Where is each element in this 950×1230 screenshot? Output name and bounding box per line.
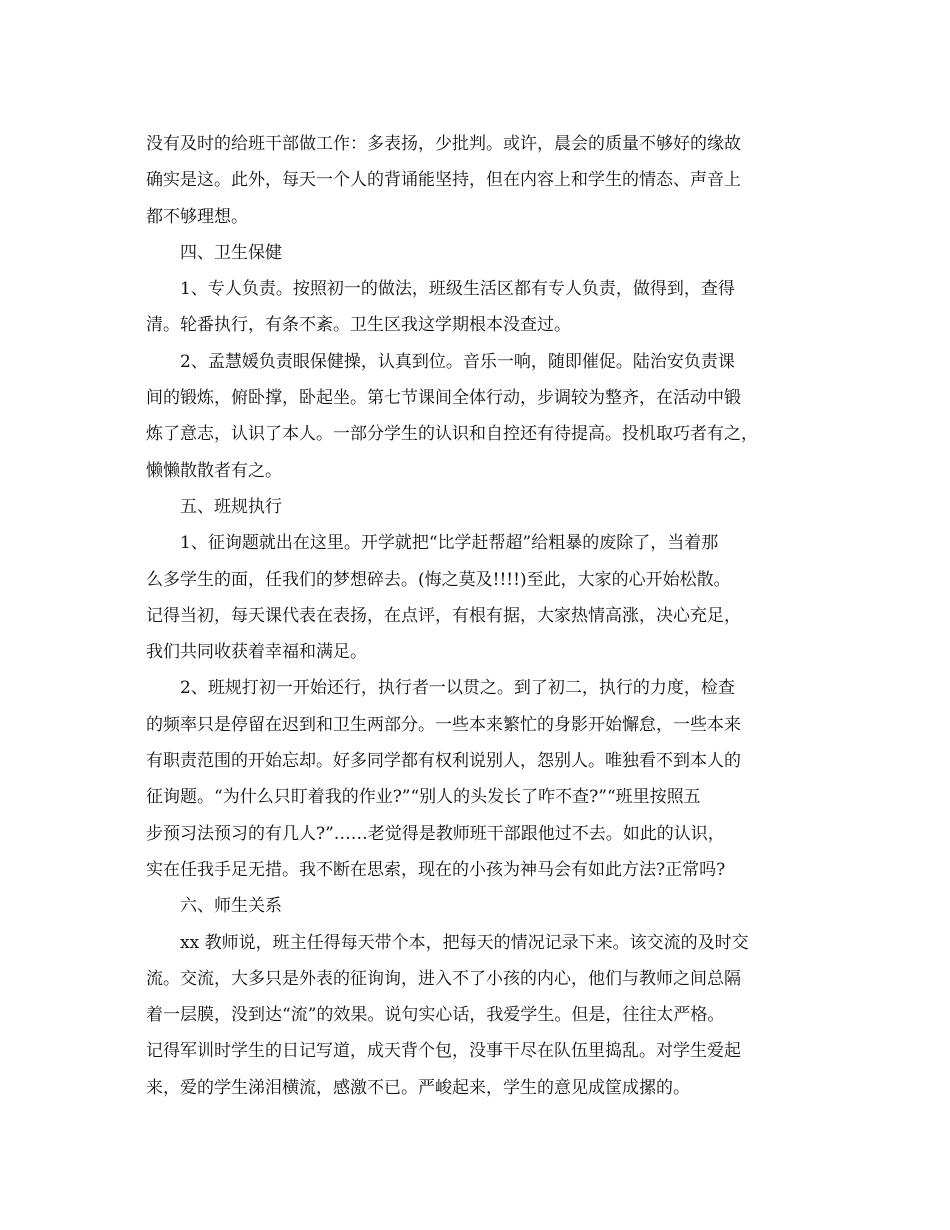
text-line: 记得军训时学生的日记写道，成天背个包，没事干尽在队伍里捣乱。对学生爱起 xyxy=(146,1041,741,1062)
text-line: 2、孟慧媛负责眼保健操，认真到位。音乐一响，随即催促。陆治安负责课 xyxy=(180,351,735,372)
text-line: xx 教师说，班主任得每天带个本，把每天的情况记录下来。该交流的及时交 xyxy=(180,932,749,953)
text-line: 征询题。“为什么只盯着我的作业?”“别人的头发长了咋不查?”“班里按照五 xyxy=(146,787,701,808)
text-line: 都不够理想。 xyxy=(146,206,248,227)
text-line: 六、师生关系 xyxy=(180,896,282,917)
text-line: 有职责范围的开始忘却。好多同学都有权利说别人，怨别人。唯独看不到本人的 xyxy=(146,751,741,772)
text-line: 着一层膜，没到达“流”的效果。说句实心话，我爱学生。但是，往往太严格。 xyxy=(146,1005,725,1026)
text-line: 么多学生的面，任我们的梦想碎去。(悔之莫及!!!!)至此，大家的心开始松散。 xyxy=(146,569,731,590)
text-line: 炼了意志，认识了本人。一部分学生的认识和自控还有待提高。投机取巧者有之， xyxy=(146,424,758,445)
text-line: 的频率只是停留在迟到和卫生两部分。一些本来繁忙的身影开始懈怠，一些本来 xyxy=(146,714,741,735)
text-line: 实在任我手足无措。我不断在思索，现在的小孩为神马会有如此方法?正常吗? xyxy=(146,859,726,880)
text-line: 记得当初，每天课代表在表扬，在点评，有根有据，大家热情高涨，决心充足， xyxy=(146,605,741,626)
text-line: 五、班规执行 xyxy=(180,496,282,517)
text-line: 来，爱的学生涕泪横流，感激不已。严峻起来，学生的意见成筐成摞的。 xyxy=(146,1077,690,1098)
text-line: 我们共同收获着幸福和满足。 xyxy=(146,642,367,663)
text-line: 1、专人负责。按照初一的做法，班级生活区都有专人负责，做得到，查得 xyxy=(180,279,735,300)
text-line: 清。轮番执行，有条不紊。卫生区我这学期根本没查过。 xyxy=(146,315,571,336)
text-line: 1、征询题就出在这里。开学就把“比学赶帮超”给粗暴的废除了，当着那 xyxy=(180,533,719,554)
text-line: 步预习法预习的有几人?”……老觉得是教师班干部跟他过不去。如此的认识， xyxy=(146,823,725,844)
text-line: 没有及时的给班干部做工作：多表扬，少批判。或许，晨会的质量不够好的缘故 xyxy=(146,134,741,154)
document-body xyxy=(146,126,806,1106)
text-line: 间的锻炼，俯卧撑，卧起坐。第七节课间全体行动，步调较为整齐，在活动中锻 xyxy=(146,388,741,409)
text-line: 四、卫生保健 xyxy=(180,242,282,263)
text-line: 流。交流，大多只是外表的征询询，进入不了小孩的内心，他们与教师之间总隔 xyxy=(146,968,741,989)
text-line: 懒懒散散者有之。 xyxy=(146,460,282,481)
text-line: 确实是这。此外，每天一个人的背诵能坚持，但在内容上和学生的情态、声音上 xyxy=(146,170,741,191)
text-line: 2、班规打初一开始还行，执行者一以贯之。到了初二，执行的力度，检查 xyxy=(180,678,735,699)
